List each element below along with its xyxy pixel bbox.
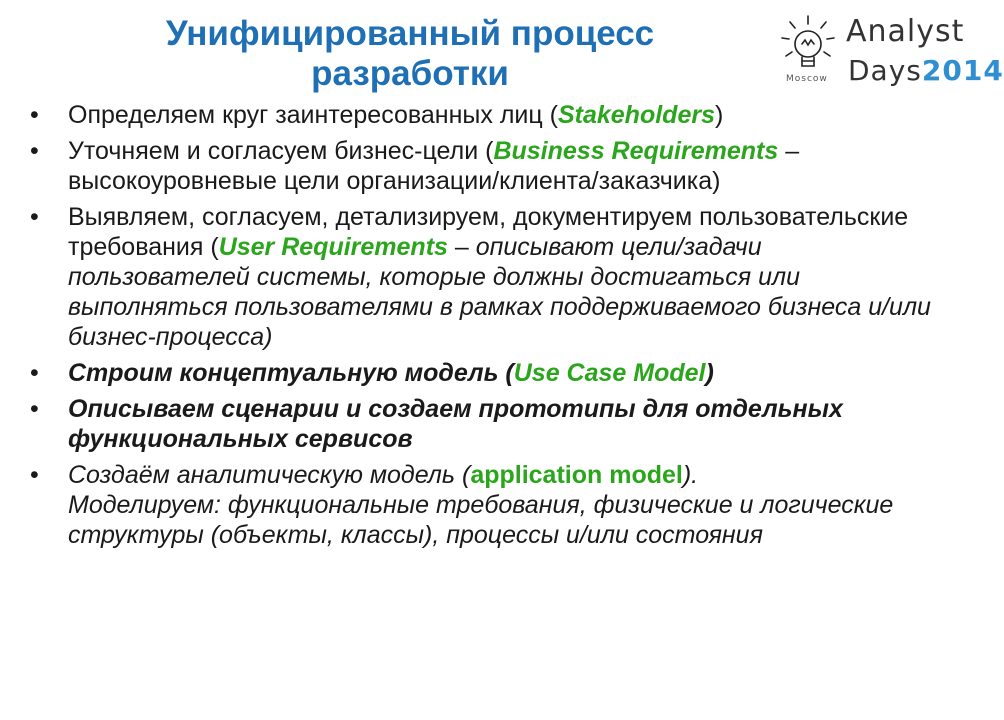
bullet-text: )	[705, 359, 714, 387]
bullet-dot: •	[30, 461, 39, 489]
bullet-text: Выявляем, согласуем, детализируем, документируем пользовательские требования (	[68, 203, 909, 261]
bullet-text: Моделируем: функциональные требования, физические и логические структуры (объекты, классы), процессы и/или состояния	[68, 491, 894, 549]
bullet-list	[28, 100, 933, 556]
title-line-1: Унифицированный процесс	[165, 14, 655, 53]
bullet-text: ).	[682, 461, 699, 489]
bullet-text: –	[447, 233, 476, 261]
lightbulb-icon	[778, 14, 838, 78]
bullet-text: описывают цели/задачи пользователей системы, которые должны достигаться или выполняться пользователями в рамках поддерживаемого бизнеса и/или бизнес-процесса)	[68, 233, 931, 351]
bullet-item	[28, 136, 933, 196]
logo-days-word: Days	[848, 54, 922, 87]
bullet-item	[28, 202, 933, 352]
slide-title	[110, 14, 710, 94]
bullet-term: Stakeholders	[557, 101, 715, 129]
bullet-term: Use Case Model	[513, 359, 706, 387]
bullet-dot: •	[30, 359, 39, 387]
logo-days	[848, 54, 1004, 87]
analyst-days-logo	[772, 12, 1004, 92]
bullet-dot: •	[30, 101, 39, 129]
bullet-text: Определяем круг заинтересованных лиц (	[68, 101, 558, 129]
bullet-term: User Requirements	[218, 233, 448, 261]
bullet-dot: •	[30, 395, 39, 423]
logo-analyst: Analyst	[846, 14, 965, 49]
bullet-text: Строим концептуальную модель (	[68, 359, 514, 387]
bullet-item	[28, 394, 933, 454]
logo-city: Moscow	[786, 74, 828, 84]
bullet-term: Business Requirements	[493, 137, 779, 165]
bullet-text: Описываем сценарии и создаем прототипы для отдельных функциональных сервисов	[68, 395, 843, 453]
bullet-item	[28, 358, 933, 388]
bullet-item	[28, 100, 933, 130]
bullet-term: application model	[470, 461, 683, 489]
bullet-dot: •	[30, 203, 39, 231]
bullet-dot: •	[30, 137, 39, 165]
bullet-text: Создаём аналитическую модель (	[68, 461, 471, 489]
bullet-text: Уточняем и согласуем бизнес-цели (	[68, 137, 494, 165]
bullet-item	[28, 460, 933, 550]
bullet-text: )	[714, 101, 724, 129]
title-line-2: разработки	[311, 54, 509, 93]
bullet-text: – высокоуровневые цели организации/клиента/заказчика)	[68, 137, 800, 195]
logo-year: 2014	[921, 54, 1004, 87]
